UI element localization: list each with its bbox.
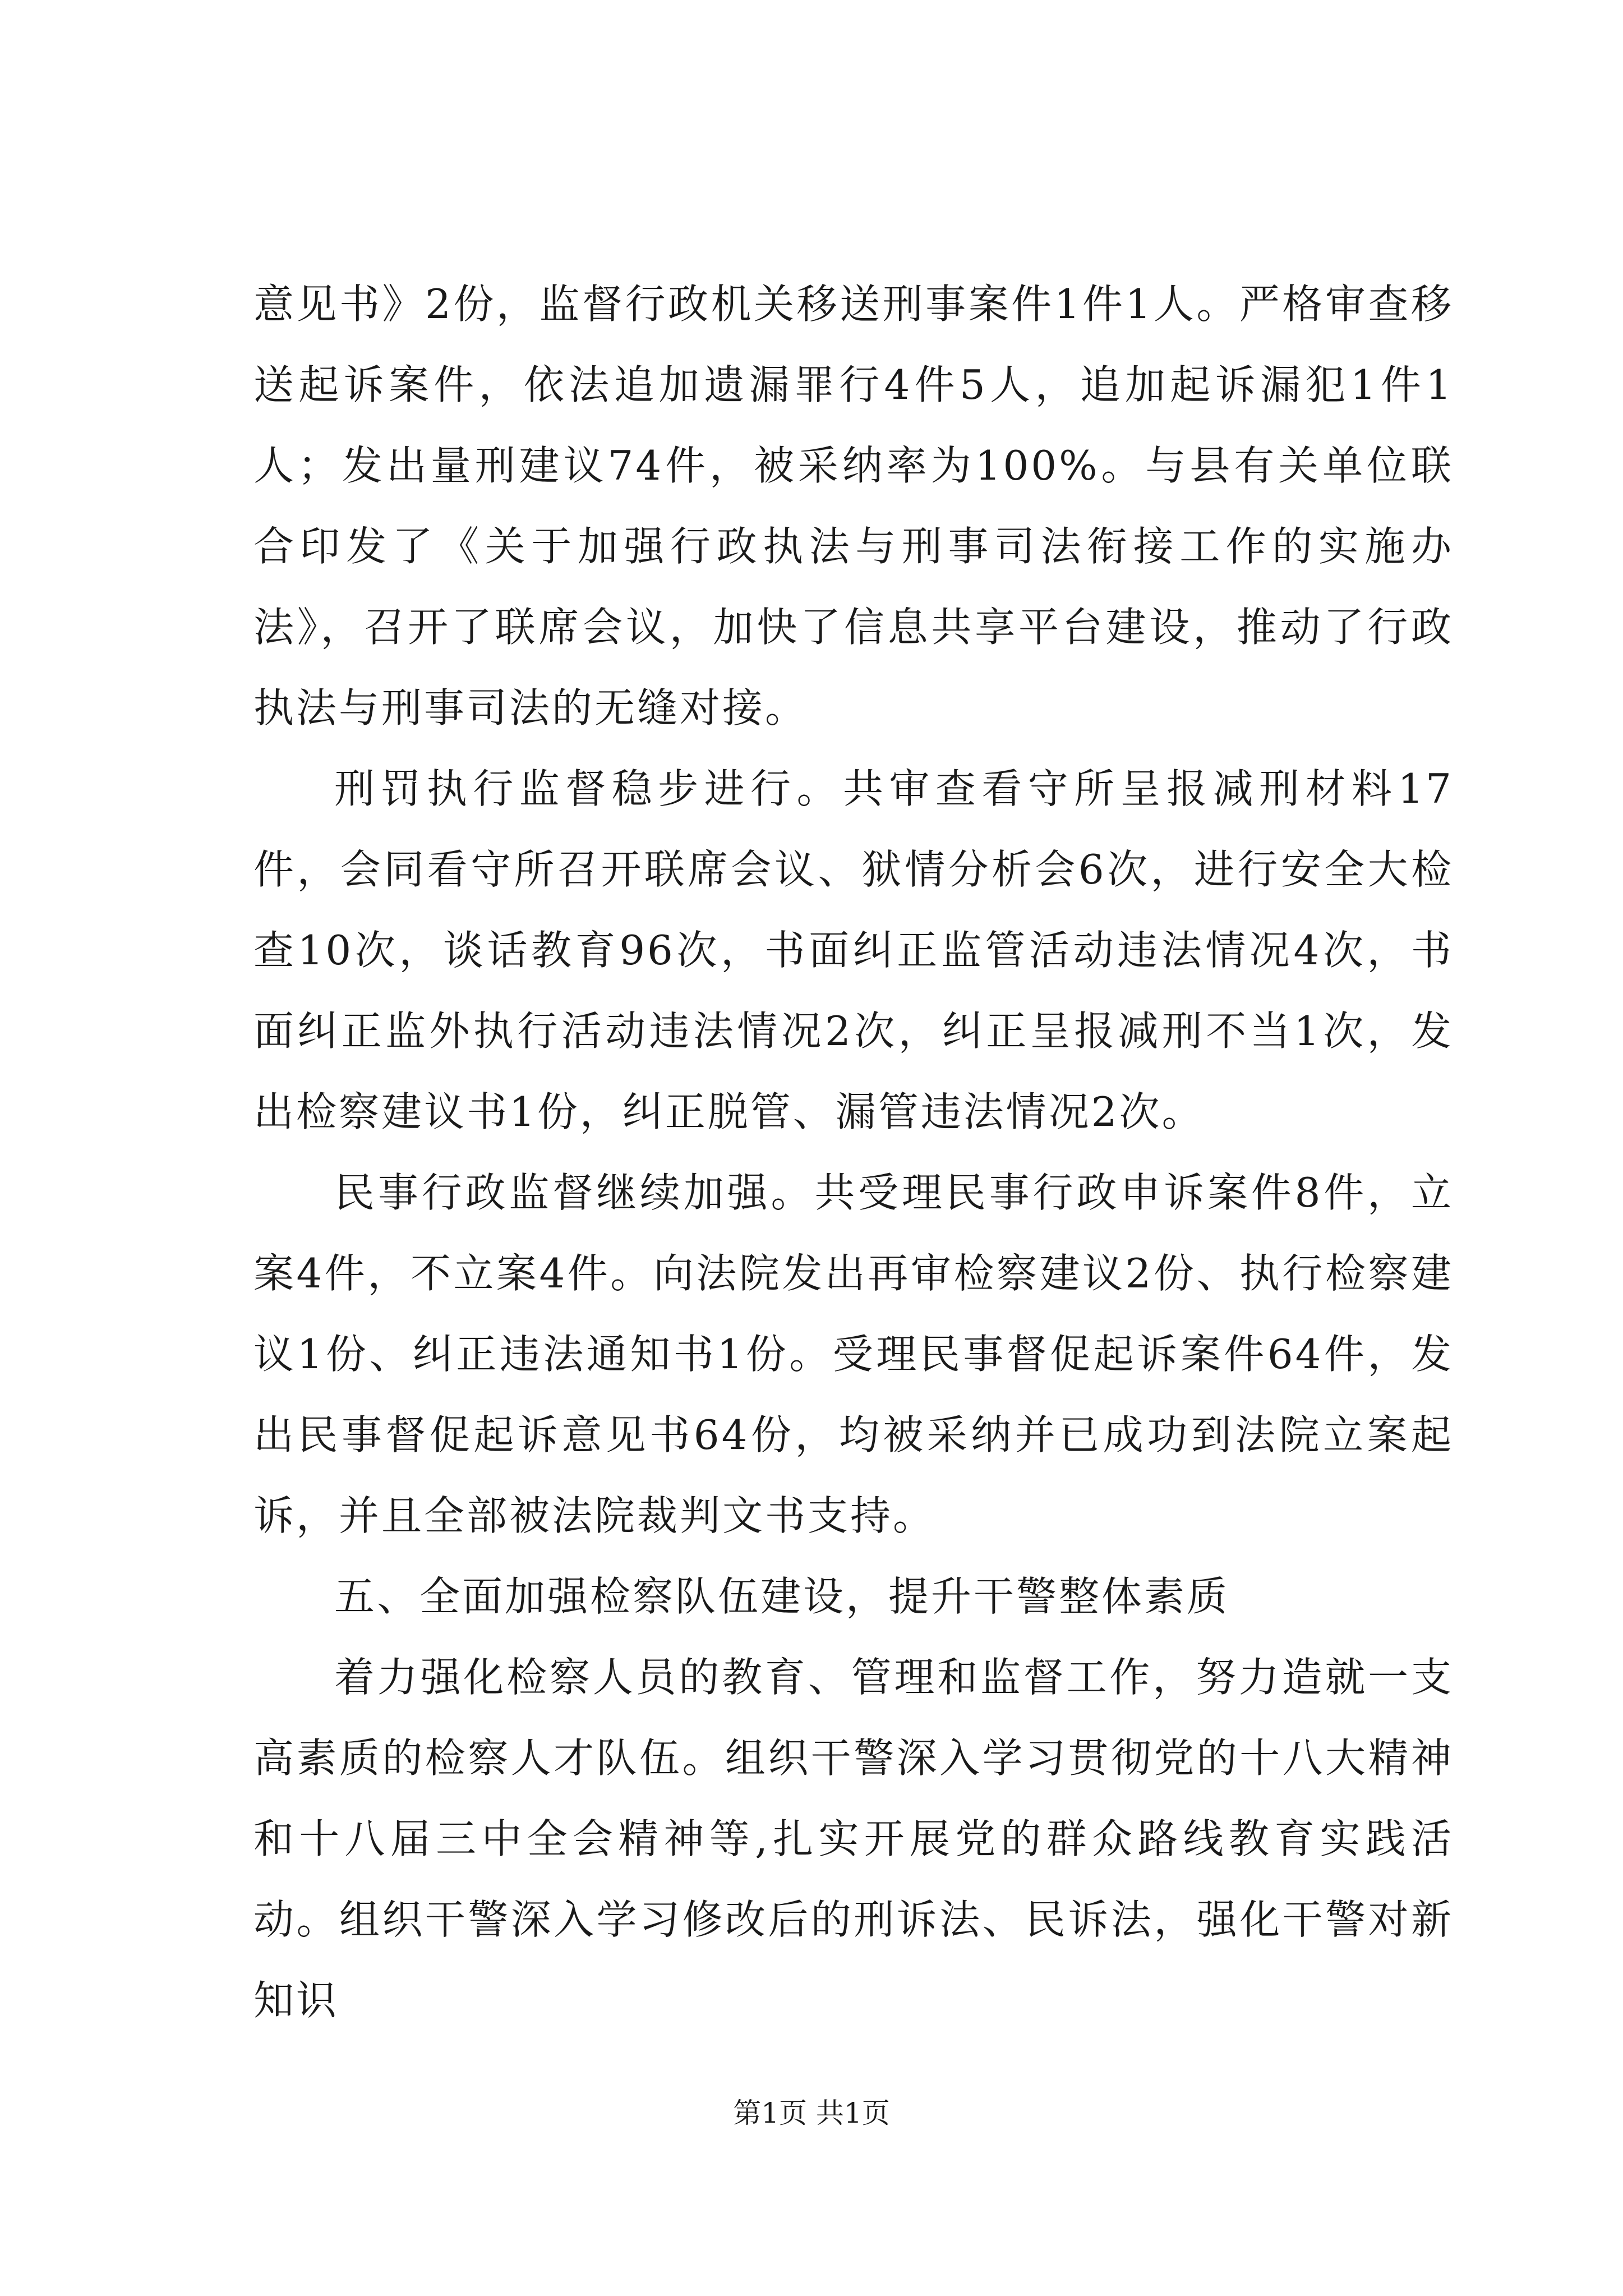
- section-heading: 五、全面加强检察队伍建设，提升干警整体素质: [334, 1573, 1230, 1620]
- document-body: [253, 264, 1454, 2041]
- paragraph-1: 意见书》2份，监督行政机关移送刑事案件1件1人。严格审查移送起诉案件，依法追加遗漏罪行4件5人，追加起诉漏犯1件1人；发出量刑建议74件，被采纳率为100%。与县有关单位联合印发了《关于加强行政执法与刑事司法衔接工作的实施办法》，召开了联席会议，加快了信息共享平台建设，推动了行政执法与刑事司法的无缝对接。: [253, 280, 1454, 731]
- paragraph-4: 着力强化检察人员的教育、管理和监督工作，努力造就一支高素质的检察人才队伍。组织干警深入学习贯彻党的十八大精神和十八届三中全会精神等,扎实开展党的群众路线教育实践活动。组织干警深入学习修改后的刑诉法、民诉法，强化干警对新知识: [253, 1654, 1454, 2024]
- paragraph-3: 民事行政监督继续加强。共受理民事行政申诉案件8件，立案4件，不立案4件。向法院发出再审检察建议2份、执行检察建议1份、纠正违法通知书1份。受理民事督促起诉案件64件，发出民事督促起诉意见书64份，均被采纳并已成功到法院立案起诉，并且全部被法院裁判文书支持。: [253, 1169, 1454, 1539]
- paragraph-2: 刑罚执行监督稳步进行。共审查看守所呈报减刑材料17件，会同看守所召开联席会议、狱情分析会6次，进行安全大检查10次，谈话教育96次，书面纠正监管活动违法情况4次，书面纠正监外执行活动违法情况2次，纠正呈报减刑不当1次，发出检察建议书1份，纠正脱管、漏管违法情况2次。: [253, 765, 1454, 1135]
- page-footer: 第1页 共1页: [733, 2097, 890, 2129]
